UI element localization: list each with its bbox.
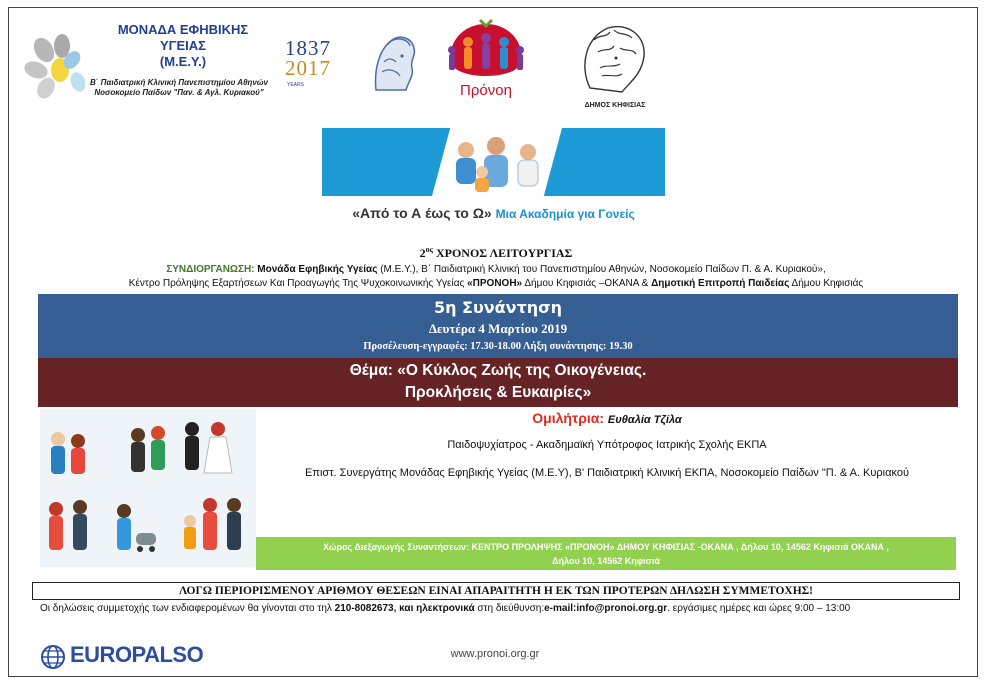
mey-sub-line1: Β΄ Παιδιατρική Κλινική Πανεπιστημίου Αθηνών bbox=[89, 78, 269, 87]
anniv-years: YEARS bbox=[287, 82, 304, 88]
pronoi-logo bbox=[440, 16, 532, 106]
mey-sub-line2: Νοσοκομείο Παίδων "Παν. & Αγλ. Κυριακού" bbox=[94, 88, 264, 97]
mey-logo bbox=[22, 16, 272, 104]
meeting-band bbox=[38, 294, 958, 358]
globe-icon bbox=[40, 644, 66, 670]
menandros-head-icon bbox=[570, 18, 660, 100]
venue-line2: Δήλου 10, 14562 Κηφισιά bbox=[552, 556, 660, 566]
family-photo-icon bbox=[442, 132, 552, 194]
operation-year: $2^{o\varsigma}$ ΧΡΟΝΟΣ ΛΕΙΤΟΥΡΓΙΑΣ bbox=[419, 245, 573, 260]
academy-banner bbox=[322, 128, 665, 196]
coorganizers-line2: Κέντρο Πρόληψης Εξαρτήσεων Και Προαγωγής Της Ψυχοκοινωνικής Υγείας «ΠΡΟΝΟΗ» Δήμου Κηφισιάς –ΟΚΑΝΑ & Δημοτική Επιτροπή Παιδείας Δήμου Κηφισιάς bbox=[128, 278, 864, 289]
meeting-date: Δευτέρα 4 Μαρτίου 2019 bbox=[428, 321, 568, 336]
meeting-title: 5η Συνάντηση bbox=[433, 298, 563, 317]
family-lifecycle-illustration bbox=[40, 409, 256, 567]
speaker-block bbox=[262, 410, 952, 482]
registration-notice: ΛΟΓΩ ΠΕΡΙΟΡΙΣΜΕΝΟΥ ΑΡΙΘΜΟΥ ΘΕΣΕΩΝ ΕΙΝΑΙ ΑΠΑΡΑΙΤΗΤΗ Η ΕΚ ΤΩΝ ΠΡΟΤΕΡΩΝ ΔΗΛΩΣΗ ΣΥΜΜΕΤΟΧΗΣ! bbox=[32, 582, 960, 600]
coorg-mey: Μονάδα Εφηβικής Υγείας bbox=[257, 264, 378, 275]
website-link[interactable]: www.pronoi.org.gr bbox=[450, 648, 540, 660]
registration-info: Οι δηλώσεις συμμετοχής των ενδιαφερομένων θα γίνονται στο τηλ 210-8082673, και ηλεκτρονικά στη διεύθυνση:e-mail:info@pronoi.org.gr. εργάσιμες ημέρες και ώρες 9:00 – 13:00 bbox=[40, 603, 851, 614]
speaker-role2: Επιστ. Συνεργάτης Μονάδας Εφηβικής Υγείας (Μ.Ε.Υ), Β' Παιδιατρική Κλινική ΕΚΠΑ, Νοσοκομείο Παίδων "Π. & Α. Κυριακού bbox=[305, 467, 909, 479]
kifisia-name: ΔΗΜΟΣ ΚΗΦΙΣΙΑΣ bbox=[584, 102, 646, 109]
venue-line1: Χώρος Διεξαγωγής Συναντήσεων: ΚΕΝΤΡΟ ΠΡΟΛΗΨΗΣ «ΠΡΟΝΟΗ» ΔΗΜΟΥ ΚΗΦΙΣΙΑΣ -ΟΚΑΝΑ , Δήλου 10, 14562 Κηφισιά ΟΚΑΝΑ , bbox=[322, 542, 890, 552]
topic-line2: Προκλήσεις & Ευκαιρίες» bbox=[404, 384, 592, 401]
europalso-logo bbox=[40, 642, 240, 672]
anniversary-logo bbox=[285, 36, 355, 96]
academy-caption bbox=[322, 205, 665, 221]
athena-head-icon bbox=[368, 32, 420, 94]
coorganizers-line1: ΣΥΝΔΙΟΡΓΑΝΩΣΗ: Μονάδα Εφηβικής Υγείας (Μ.Ε.Υ.), Β΄ Παιδιατρική Κλινική του Πανεπιστημίου Αθηνών, Νοσοκομείο Παίδων Π. & Α. Κυριακού», bbox=[166, 264, 826, 275]
anniv-1837: 1837 bbox=[285, 36, 331, 60]
meeting-times: Προσέλευση-εγγραφές: 17.30-18.00 Λήξη συνάντησης: 19.30 bbox=[363, 341, 633, 352]
registration-phone: 210-8082673, και ηλεκτρονικά bbox=[334, 603, 475, 614]
coorg-label: ΣΥΝΔΙΟΡΓΑΝΩΣΗ: bbox=[166, 264, 255, 275]
anniv-2017: 2017 bbox=[285, 56, 331, 80]
speaker-label: Ομιλήτρια: bbox=[532, 410, 605, 426]
registration-email[interactable]: e-mail:info@pronoi.org.gr bbox=[544, 603, 668, 614]
academy-caption-main: «Από το Α έως το Ω» bbox=[352, 205, 492, 221]
speaker-role1: Παιδοψυχίατρος - Ακαδημαϊκή Υπότροφος Ιατρικής Σχολής ΕΚΠΑ bbox=[447, 439, 767, 451]
topic-line1: Θέμα: «Ο Κύκλος Ζωής της Οικογένειας. bbox=[349, 362, 647, 379]
pronoi-name: Πρόνοη bbox=[460, 82, 512, 99]
pronoi-people-icon bbox=[440, 16, 532, 82]
europalso-name: EUROPALSO bbox=[70, 642, 204, 667]
speaker-name: Ευθαλία Τζίλα bbox=[607, 414, 682, 426]
venue-box bbox=[256, 537, 956, 570]
kifisia-logo bbox=[570, 18, 660, 118]
mey-abbrev: (Μ.Ε.Υ.) bbox=[159, 54, 207, 69]
academy-caption-accent: Μια Ακαδημία για Γονείς bbox=[495, 207, 635, 221]
topic-band bbox=[38, 358, 958, 407]
mey-title: ΜΟΝΑΔΑ ΕΦΗΒΙΚΗΣ ΥΓΕΙΑΣ bbox=[117, 22, 249, 53]
